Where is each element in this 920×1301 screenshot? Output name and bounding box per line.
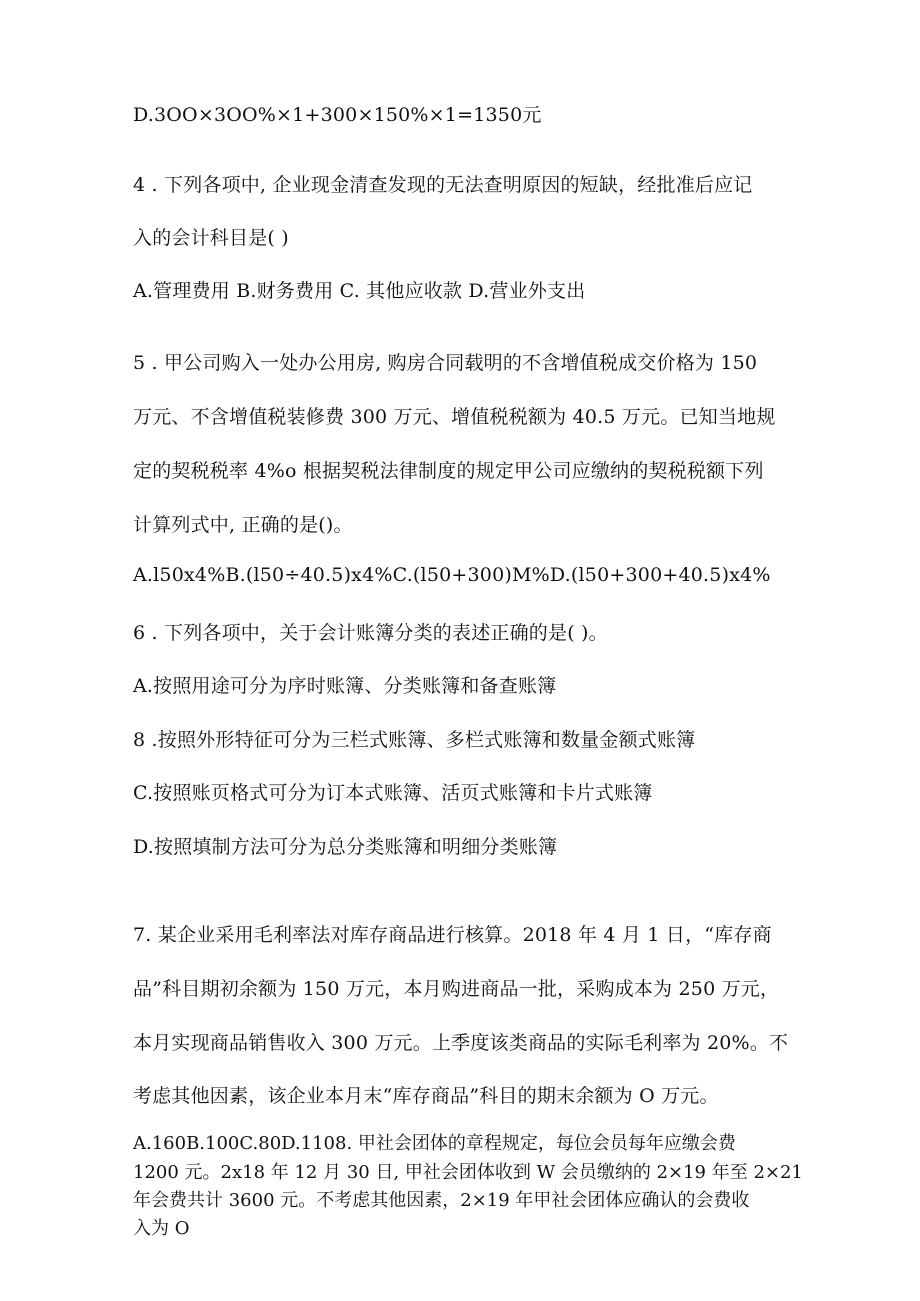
text-line-question-7: 7. 某企业采用毛利率法对库存商品进行核算。2018 年 4 月 1 日，“库存商 xyxy=(133,924,772,946)
text-line-question-4-cont: 入的会计科目是( ) xyxy=(133,227,289,249)
text-line-question-7-cont-3: 考虑其他因素，该企业本月末“库存商品”科目的期末余额为 O 万元。 xyxy=(133,1085,719,1107)
text-line-question-8-cont-3: 入为 O xyxy=(133,1218,190,1239)
text-line-question-5: 5 . 甲公司购入一处办公用房, 购房合同载明的不含增值税成交价格为 150 xyxy=(133,352,758,374)
text-line-question-4: 4 . 下列各项中, 企业现金清查发现的无法查明原因的短缺，经批准后应记 xyxy=(133,174,753,196)
text-line-question-6-option-c: C.按照账页格式可分为订本式账簿、活页式账簿和卡片式账簿 xyxy=(133,782,653,804)
text-line-question-4-options: A.管理费用 B.财务费用 C. 其他应收款 D.营业外支出 xyxy=(133,280,586,302)
text-line-question-6-option-a: A.按照用途可分为序时账簿、分类账簿和备查账簿 xyxy=(133,675,557,697)
text-line-option-d: D.3OO×3OO%×1+300×150%×1=1350元 xyxy=(133,104,542,126)
text-line-question-7-cont-1: 品”科目期初余额为 150 万元，本月购进商品一批，采购成本为 250 万元， xyxy=(133,978,780,1000)
text-line-question-5-options: A.l50x4%B.(l50÷40.5)x4%C.(l50+300)M%D.(l50+300+40.5)x4% xyxy=(133,564,771,586)
text-line-question-8-cont-1: 1200 元。2x18 年 12 月 30 日, 甲社会团体收到 W 会员缴纳的 2×19 年至 2×21 xyxy=(133,1162,803,1183)
text-line-question-7-options: A.160B.100C.80D.1108. 甲社会团体的章程规定，每位会员每年应缴会费 xyxy=(133,1133,736,1154)
text-line-question-6-option-d: D.按照填制方法可分为总分类账簿和明细分类账簿 xyxy=(133,836,558,858)
text-line-question-8-cont-2: 年会费共计 3600 元。不考虑其他因素，2×19 年甲社会团体应确认的会费收 xyxy=(133,1190,750,1211)
text-line-question-5-cont-1: 万元、不含增值税装修费 300 万元、增值税税额为 40.5 万元。已知当地规 xyxy=(133,406,776,428)
text-line-question-6-option-b: 8 .按照外形特征可分为三栏式账簿、多栏式账簿和数量金额式账簿 xyxy=(133,729,696,751)
text-line-question-6: 6 . 下列各项中，关于会计账簿分类的表述正确的是( )。 xyxy=(133,622,608,644)
text-line-question-5-cont-3: 计算列式中, 正确的是()。 xyxy=(133,514,353,536)
text-line-question-5-cont-2: 定的契税税率 4%o 根据契税法律制度的规定甲公司应缴纳的契税税额下列 xyxy=(133,460,764,482)
text-line-question-7-cont-2: 本月实现商品销售收入 300 万元。上季度该类商品的实际毛利率为 20%。不 xyxy=(133,1032,789,1054)
